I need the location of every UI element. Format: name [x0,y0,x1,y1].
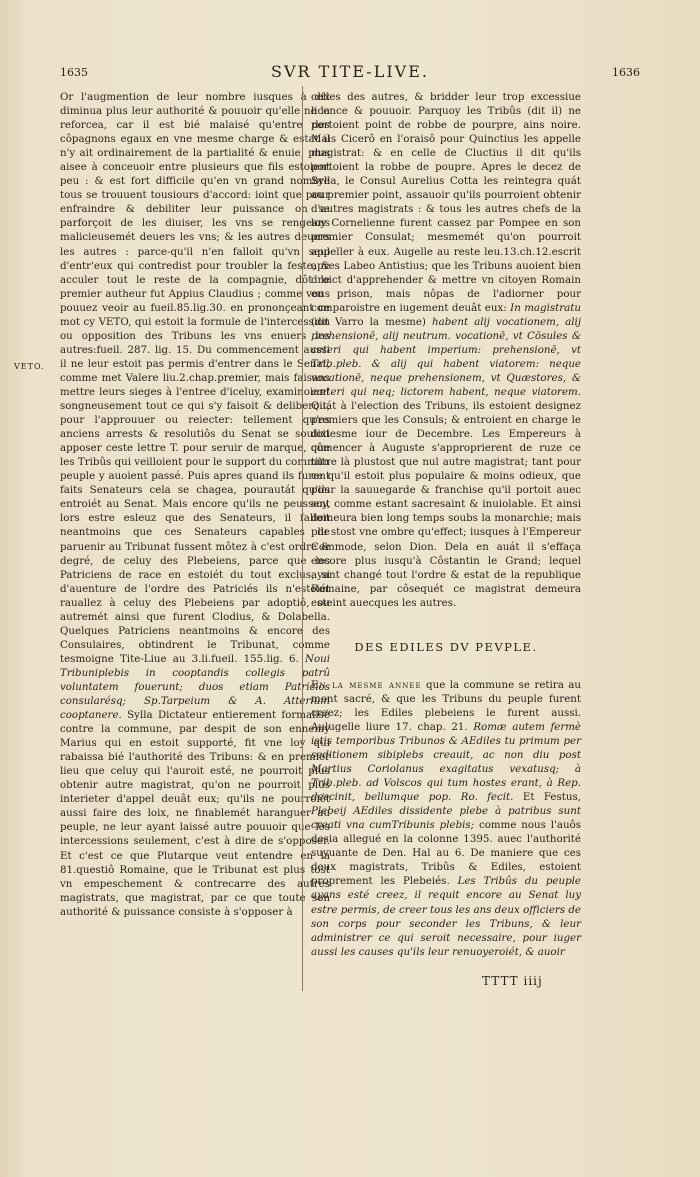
left-paragraph [60,90,330,919]
running-title: SVR TITE-LIVE. [271,62,429,81]
right-paragraph-1 [311,90,581,610]
page-number-right: 1636 [612,66,640,79]
right-text-b: (dit Varro la mesme) [311,315,426,328]
page-number-left: 1635 [60,66,88,79]
right-french-quote: Les Tribûs du peuple ayans esté creez, il requit encore au Senat luy estre permis, de creer tous les ans deux officiers de son corps pour seconder les Tribuns, & leur administrer ce qui seroit necessaire, pour iuger aussi les causes qu'ils leur renuoyeroiét, & auoir [311,875,581,958]
right-column [311,90,581,959]
left-latin-quote: Noui Tribuniplebis in cooptandis collegis patrû voluntatem fouerunt; duos etiam Patricios consularésq; Sp.Tarpeium & A. Atterium cooptanere. [60,652,330,722]
right-latin-quote-2: habent alij vocationem, alij prehensionē, alij neutrum. vocationē, vt Cōsules & ceteri qui habent imperium: prehensionē, vt Trib.pleb. & alij qui habent viatorem: neque vocationē, neque prehensionem, vt Quæstores, & cæteri qui neq; lictorem habent, neque viatorem. [311,315,581,398]
right-text-c: Quát à l'election des Tribuns, ils estoient designez premiers que les Consuls; & entroient en charge le dixiesme iour de Decembre. Les Empereurs à cômencer à Auguste s'approprierent de ruze ce tiltre là plustost que nul autre magistrat; tant pour ce qu'il estoit plus populaire & moins odieux, que pour la sauuegarde & franchise qu'il portoit auec soy, comme estant sacresaint & inuiolable. Et ainsi demeura bien long temps soubs la monarchie; mais plu stost vne ombre qu'effect; iusques à l'Empereur Commode, selon Dion. Dela en auát il s'effaça encore plus iusqu'à Côstantin le Grand; lequel ayant changé tout l'ordre & estat de la republique Romaine, par côsequét ce magistrat demeura esteint auecques les autres. [311,400,581,609]
right-latin-quote-3: Romæ autem fermè istis temporibus Tribunos & AEdiles tu primum per seditionem sibiplebs creauit, ac non diu post Martius Coriolanus exagitatus vexatusq; à Trib.pleb. ad Volscos qui tum hostes erant, à Rep. descinit, bellumque pop. Ro. fecit. [311,720,582,804]
column-divider [302,86,303,991]
right-latin-quote-4: Plebeij AEdiles dissidente plebe à patribus sunt creati vna cumTribunis plebis; [311,805,581,832]
left-text-a: Or l'augmention de leur nombre iusques à dix diminua plus leur authorité & pouuoir qu'elle ne la reforcea, car il est bié malaisé qu'entre des côpagnons egaux en vne mesme charge & estat il n'y ait ordinairement de la partialité & enuie, plus aisee à conceuoir entre plusieurs que fils estoient peu : & est fort difficile qu'en vn grand nombre tous se trouuent tousiours d'accord: ioint que pour enfraindre & debiliter leur puissance on se parforçoit de les diuiser, les vns se rengeans malicieusemét deuers les vns; & les autres deuers les autres : parce-qu'il n'en falloit qu'vn seul d'entr'eux qui contredist pour troubler la feste, & acculer tout le reste de la compagnie, dôt le premier autheur fut Appius Claudius ; comme vous pouuez veoir au fueil.85.lig.30. en prononçeant ce mot cy VETO, qui estoit la formule de l'intercession ou opposition des Tribuns les vns enuers les autres:fueil. 287. lig. 15. Du commencement aussi il ne leur estoit pas permis d'entrer dans le Senat, comme met Valere liu.2.chap.premier, mais faisans mettre leurs sieges à l'entree d'iceluy, examinoient songneusement tout ce qui s'y faisoit & deliberoit, pour l'approuuer ou reiecter: tellement qu'es anciens arrests & resolutiôs du Senat se souloit apposer ceste lettre T. pour seruir de marque, que les Tribûs qui veilloient pour le support du commun peuple y auoient passé. Puis apres quand ils furent faits Senateurs cela se chagea, pourautát qu'ils entroiét au Senat. Mais encore qu'ils ne peussent lors estre esleuz que des Senateurs, il falloit neantmoins que ces Senateurs capables de paruenir au Tribunat fussent môtez à c'est ordre & degré, de celuy des Plebeiens, parce que les Patriciens de race en estoiét du tout exclus, si d'auenture de l'ordre des Patriciés ils n'estoiét rauallez à celuy des Plebeiens par adoptiô, ou autremét ainsi que furent Clodius, & Dolabella. Quelques Patriciens neantmoins & encore des Consulaires, obtindrent le Tribunat, comme tesmoigne Tite-Liue au 3.li.fueil. 155.lig. 6. [60,91,330,665]
signature-mark: TTTT iiij [482,974,543,988]
left-column [60,90,330,919]
right-paragraph-2 [311,678,581,959]
section-heading: DES EDILES DV PEVPLE. [354,639,538,654]
margin-note: VETO. [14,362,45,371]
paragraph-lead: En la mesme annee [311,678,422,691]
right-latin-quote-1: In magistratu [510,301,581,314]
right-text-e: Et Festus, [522,791,581,804]
right-text-f: comme nous l'auôs desia allegué en la colonne 1395. auec l'authorité suyuante de Den. Hal au 6. De maniere que ces deux magistrats, Tribûs & Ediles, estoient proprement les Plebeiés. [311,819,581,888]
right-text-d: que la commune se retira au mont sacré, & que les Tribuns du peuple furent creez; les Ediles plebeiens le furent aussi. Aulugelle liure 17. chap. 21. [311,678,581,733]
left-text-b: Sylla Dictateur entierement formalisé contre la commune, par despit de son ennemy Marius qui en estoit supporté, fit vne loy qui rabaissa bié l'authorité des Tribuns: & en premier lieu que celuy qui l'auroit esté, ne pourroit plus obtenir autre magistrat, qu'on ne pourroit plus interieter d'appel deuât eux; qu'ils ne pourroiét aussi faire des loix, ne finablemét haranguer au peuple, ne leur ayant laissé autre pouuoir que les intercessions seulement, c'est à dire de s'opposer. Et c'est ce que Plutarque veut entendre en la 81.questiô Romaine, que le Tribunat est plus tost vn empeschement & contrecarre des autres magistrats, que magistrat, par ce que toute son authorité & puissance consiste à s'opposer à [60,709,330,918]
right-text-a: celles des autres, & bridder leur trop excessiue licence & pouuoir. Parquoy les Tribûs (dit il) ne portoient point de robbe de pourpre, ains noire. Mais Cicerô en l'oraisô pour Quinctius les appelle magistrat: & en celle de Cluctius il dit qu'ils portoient la robbe de poupre. Apres le decez de Sylla, le Consul Aurelius Cotta les reintegra quát au premier point, assauoir qu'ils pourroient obtenir d'autres magistrats : & tous les autres chefs de la loy Cornelienne furent cassez par Pompee en son premier Consulat; mesmemét qu'on pourroit appeller à eux. Augelle au reste leu.13.ch.12.escrit apres Labeo Antistius; que les Tribuns auoient bien droict d'apprehender & mettre vn citoyen Romain en prison, mais nôpas de l'adiorner pour comparoistre en iugement deuât eux: [311,91,581,314]
